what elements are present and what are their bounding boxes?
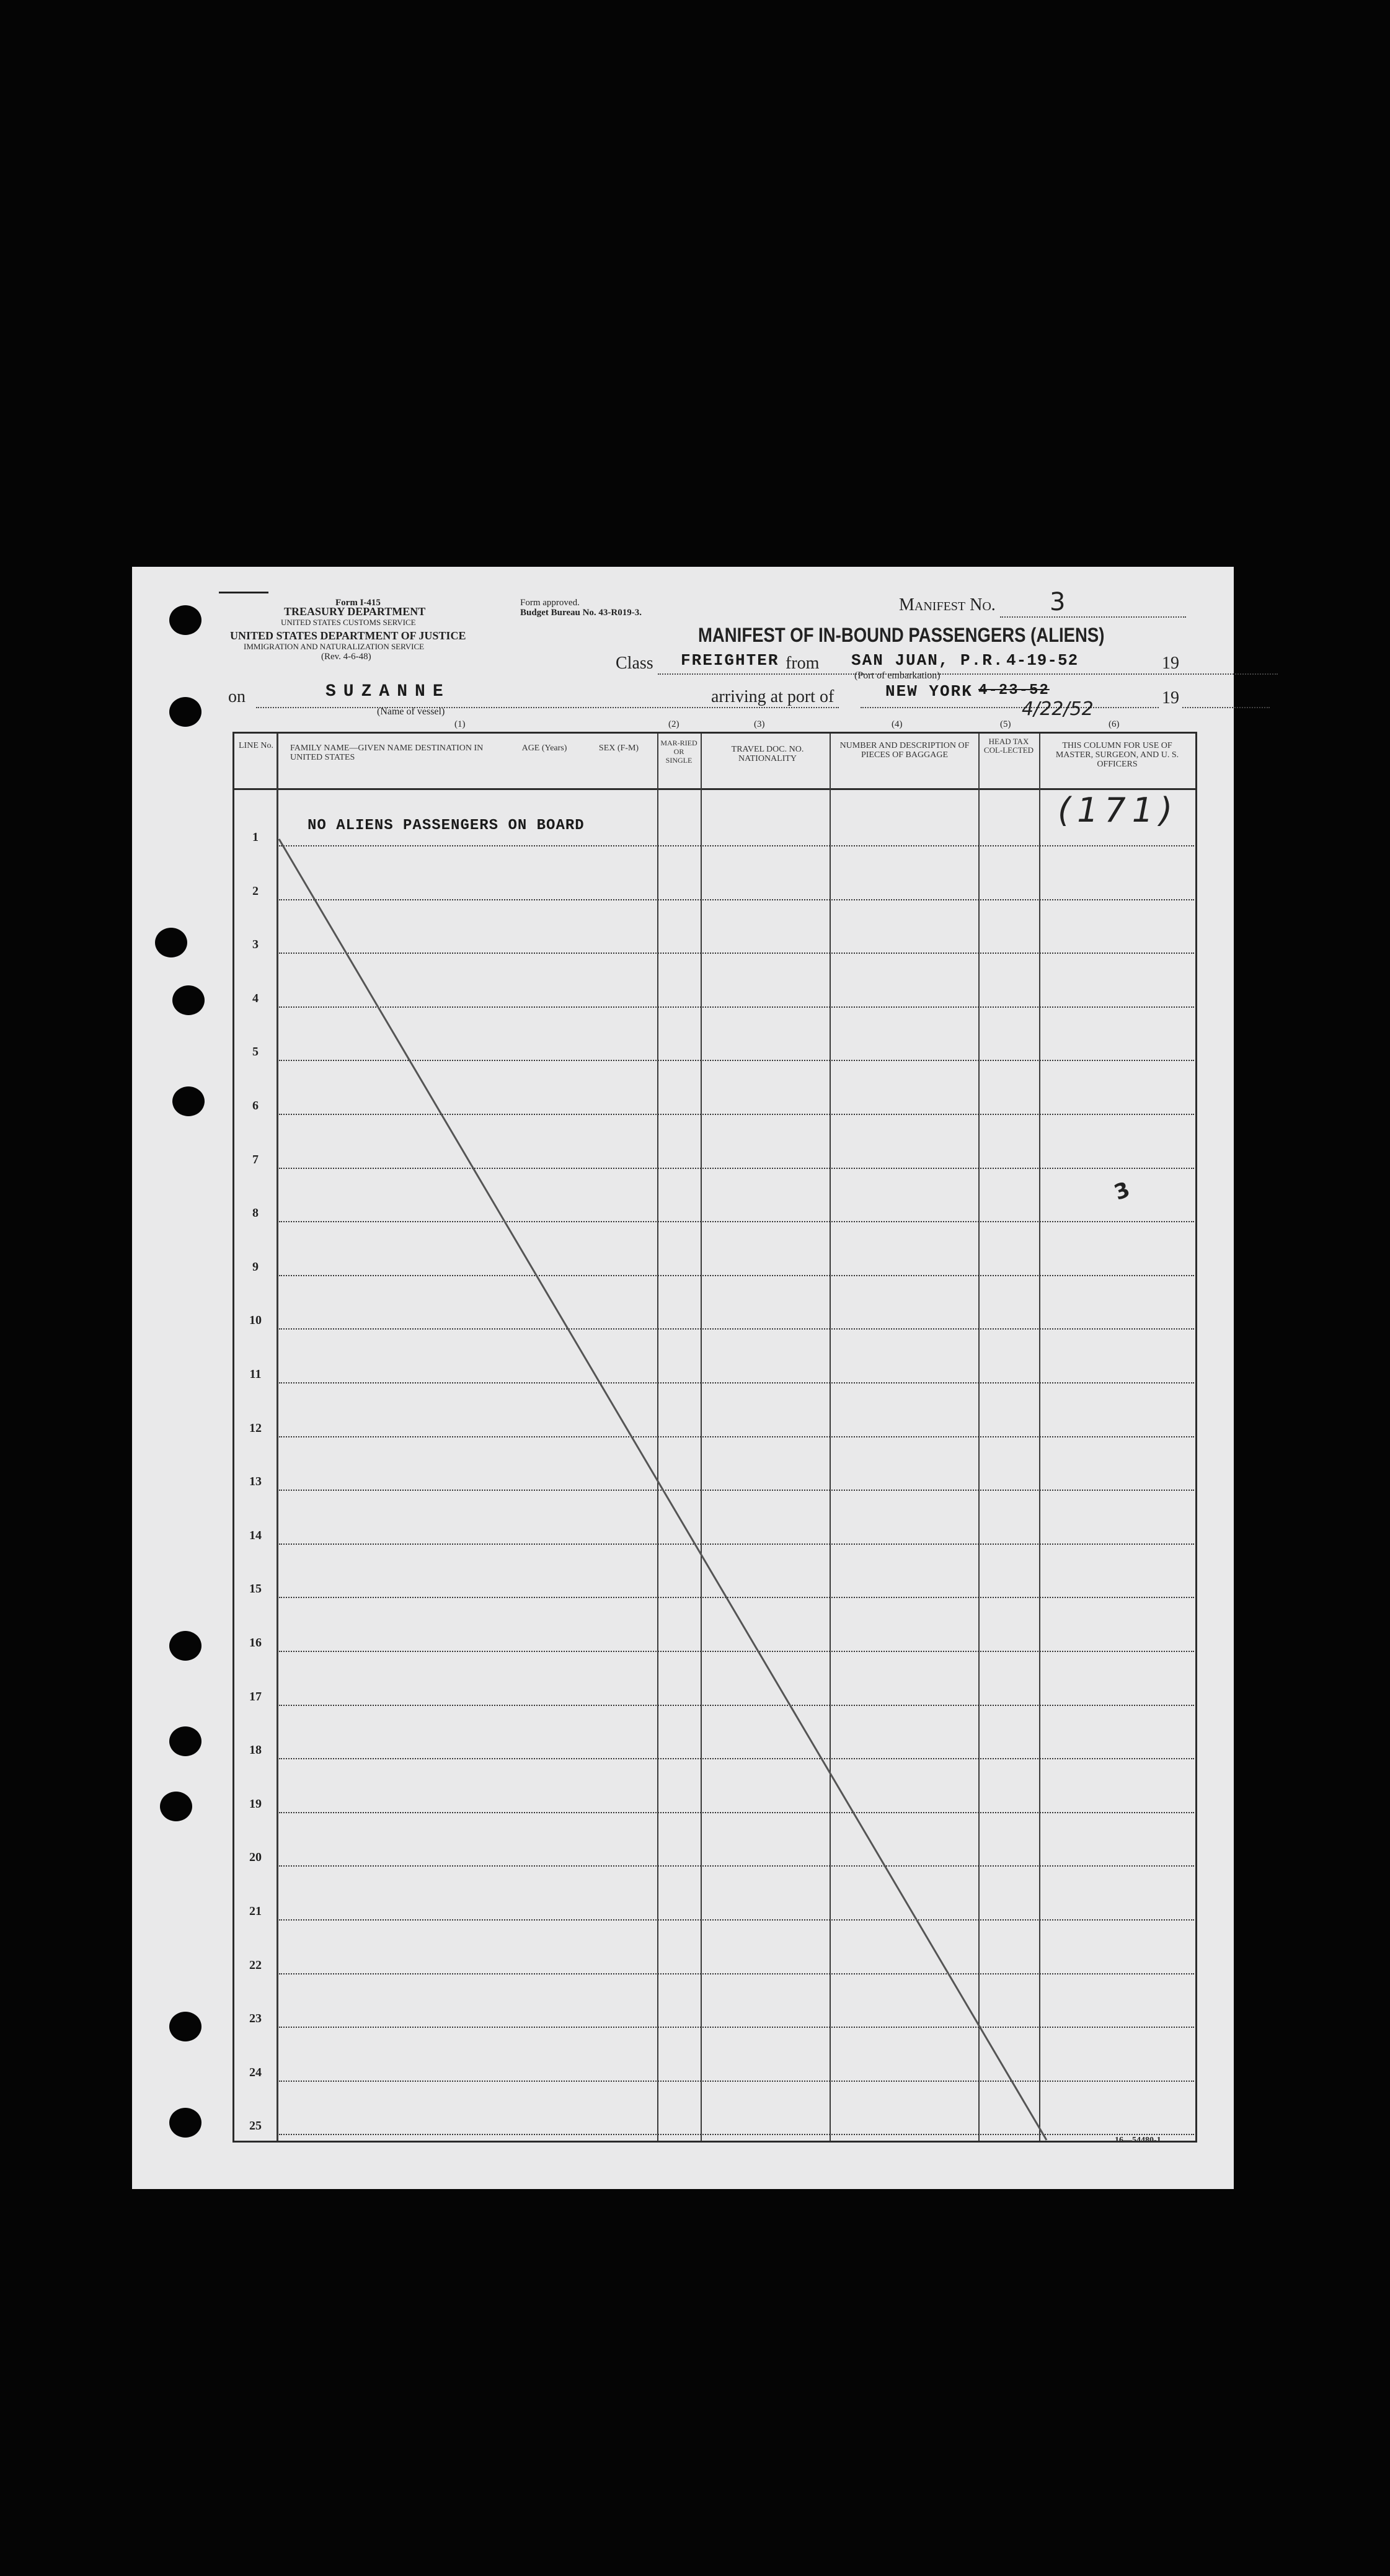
table-row [279, 2081, 1194, 2082]
year-prefix-2: 19 [1159, 688, 1182, 708]
justice-department: UNITED STATES DEPARTMENT OF JUSTICE [230, 629, 466, 642]
line-number: 5 [252, 1045, 259, 1059]
line-number: 9 [252, 1260, 259, 1274]
table-row [279, 1168, 1194, 1169]
form-number: Form I-415 [335, 598, 381, 608]
line-number: 15 [249, 1582, 262, 1596]
header-head-tax: HEAD TAX COL-LECTED [983, 737, 1034, 755]
punch-hole [169, 2108, 201, 2138]
table-row [279, 1919, 1194, 1921]
table-row [279, 1275, 1194, 1276]
col-divider-line-no [277, 734, 278, 2141]
col-number-1: (1) [454, 719, 466, 729]
handwritten-mark: 3 [1110, 1177, 1133, 1206]
table-row [279, 1758, 1194, 1759]
header-family-name: FAMILY NAME—GIVEN NAME DESTINATION IN UNITED STATES [290, 744, 484, 762]
header-line-no: LINE No. [239, 741, 273, 750]
treasury-department: TREASURY DEPARTMENT [284, 605, 426, 618]
line-number: 24 [249, 2066, 262, 2079]
line-number: 23 [249, 2012, 262, 2025]
line-number: 21 [249, 1904, 262, 1918]
line-number: 4 [252, 992, 259, 1005]
col-number-2: (2) [668, 719, 680, 729]
table-row [279, 953, 1194, 954]
year-prefix-1: 19 [1159, 654, 1182, 673]
line-number: 7 [252, 1153, 259, 1166]
punch-hole [169, 605, 201, 635]
line-number: 22 [249, 1958, 262, 1972]
table-row [279, 1865, 1194, 1867]
header-sex: SEX (F-M) [598, 744, 639, 753]
punch-hole [155, 928, 187, 957]
header-officers: THIS COLUMN FOR USE OF MASTER, SURGEON, AND U. S. OFFICERS [1055, 741, 1179, 769]
no-aliens-note: NO ALIENS PASSENGERS ON BOARD [308, 817, 585, 834]
table-row [279, 1114, 1194, 1115]
col-number-6: (6) [1109, 719, 1120, 729]
line-number: 18 [249, 1743, 262, 1757]
manifest-number-label: Manifest No. [899, 595, 996, 615]
vessel-name: SUZANNE [325, 682, 451, 701]
header-baggage: NUMBER AND DESCRIPTION OF PIECES OF BAGGAGE [839, 741, 970, 760]
line-number: 19 [249, 1797, 262, 1811]
line-number: 10 [249, 1313, 262, 1327]
table-row [279, 899, 1194, 900]
class-value: FREIGHTER [681, 651, 779, 670]
line-number: 14 [249, 1529, 262, 1542]
ins-service: IMMIGRATION AND NATURALIZATION SERVICE [244, 642, 425, 651]
table-row [279, 2134, 1194, 2135]
punch-hole [160, 1792, 192, 1821]
line-number: 13 [249, 1475, 262, 1488]
table-row [279, 2027, 1194, 2028]
arrival-port: NEW YORK [885, 682, 973, 701]
punch-hole [172, 985, 205, 1015]
punch-hole [169, 2012, 201, 2041]
class-underline [658, 673, 1278, 675]
handwritten-number: (171) [1058, 791, 1179, 830]
table-row [279, 1328, 1194, 1330]
header-age: AGE (Years) [521, 744, 567, 753]
line-number: 8 [252, 1206, 259, 1220]
table-row [279, 1812, 1194, 1813]
arrival-date-struck: 4-23-52 [978, 682, 1050, 699]
table-row [279, 1705, 1194, 1706]
table-row [279, 1597, 1194, 1598]
punch-hole [172, 1086, 205, 1116]
header-divider [234, 788, 1195, 790]
table-row [279, 845, 1194, 846]
table-row [279, 1436, 1194, 1437]
form-revision: (Rev. 4-6-48) [321, 652, 371, 662]
line-number: 11 [249, 1367, 262, 1381]
line-number: 12 [249, 1421, 262, 1435]
table-row [279, 1651, 1194, 1652]
line-number: 6 [252, 1099, 259, 1113]
line-number: 1 [252, 830, 259, 844]
passenger-table [232, 732, 1197, 2143]
col-number-4: (4) [892, 719, 903, 729]
manifest-title: MANIFEST OF IN-BOUND PASSENGERS (ALIENS) [698, 624, 1105, 646]
port-of-embarkation-caption: (Port of embarkation) [854, 670, 941, 681]
table-row [279, 1973, 1194, 1974]
vessel-name-caption: (Name of vessel) [377, 706, 445, 717]
table-row [279, 1543, 1194, 1545]
manifest-number-value: 3 [1050, 588, 1066, 616]
table-row [279, 1006, 1194, 1008]
table-row [279, 1382, 1194, 1383]
footer-print-code: 16—54480-1 [1115, 2136, 1161, 2145]
col-number-5: (5) [1000, 719, 1011, 729]
on-label: on [228, 687, 246, 706]
header-married: MAR-RIED OR SINGLE [660, 739, 697, 765]
punch-hole [169, 1631, 201, 1661]
from-label: from [783, 654, 821, 673]
form-mark-line [219, 592, 268, 593]
class-label: Class [616, 654, 653, 673]
vessel-underline [256, 707, 839, 708]
customs-service: UNITED STATES CUSTOMS SERVICE [281, 618, 416, 627]
departure-date: 4-19-52 [1006, 651, 1079, 670]
line-number: 17 [249, 1690, 262, 1703]
arrival-date-handwritten: 4/22/52 [1022, 698, 1094, 720]
arriving-label: arriving at port of [709, 687, 836, 707]
line-number: 16 [249, 1636, 262, 1650]
header-travel-doc: TRAVEL DOC. NO. NATIONALITY [731, 745, 804, 763]
table-row [279, 1490, 1194, 1491]
line-number: 20 [249, 1850, 262, 1864]
line-number: 2 [252, 884, 259, 898]
table-row [279, 1060, 1194, 1061]
col-number-3: (3) [754, 719, 765, 729]
budget-bureau-no: Budget Bureau No. 43-R019-3. [520, 608, 642, 618]
line-number: 3 [252, 938, 259, 951]
line-number: 25 [249, 2119, 262, 2133]
manifest-number-underline [1000, 616, 1186, 618]
form-approved: Form approved. [520, 598, 580, 608]
punch-hole [169, 697, 201, 727]
table-row [279, 1221, 1194, 1222]
punch-hole [169, 1726, 201, 1756]
port-of-embarkation: SAN JUAN, P.R. [851, 651, 1004, 670]
